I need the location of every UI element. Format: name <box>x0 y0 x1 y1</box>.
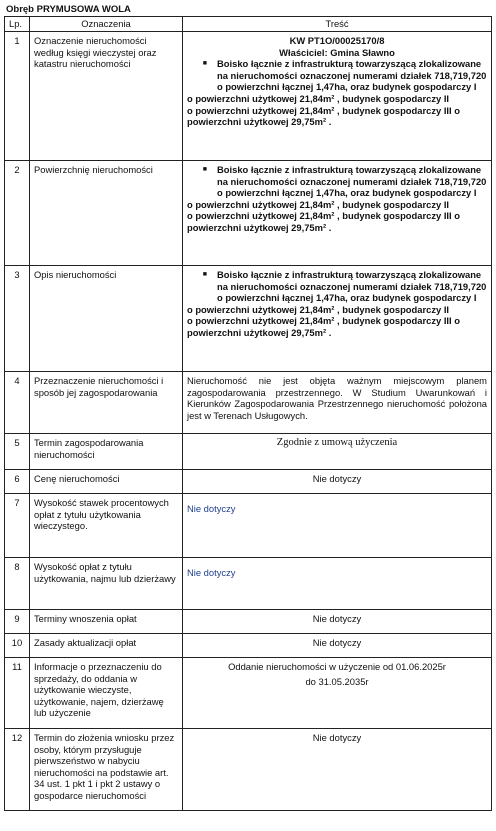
row-label: Termin zagospodarowania nieruchomości <box>30 434 183 470</box>
table-header-row <box>5 17 492 32</box>
row-number: 9 <box>5 610 30 634</box>
row-content: Zgodnie z umową użyczenia <box>183 434 492 470</box>
bullet-icon: ■ <box>202 166 207 173</box>
row-label: Wysokość stawek procentowych opłat z tytułu użytkowania wieczystego. <box>30 494 183 558</box>
bullet-text: Boisko łącznie z infrastrukturą towarzyszącą zlokalizowane na nieruchomości oznaczonej numerami działek 718,719,720 o powierzchni łącznej 1,47ha, oraz budynek gospodarczy I <box>217 269 487 304</box>
row-label: Opis nieruchomości <box>30 266 183 372</box>
bullet-item <box>187 269 487 304</box>
bullet-icon: ■ <box>202 271 207 278</box>
row-number: 5 <box>5 434 30 470</box>
row-content: Nie dotyczy <box>183 729 492 811</box>
row-number: 1 <box>5 32 30 161</box>
row-content <box>183 558 492 610</box>
table-row <box>5 470 492 494</box>
content-line: o powierzchni użytkowej 21,84m² , budynek gospodarczy II <box>187 303 450 315</box>
table-row <box>5 32 492 161</box>
content-line: o powierzchni użytkowej 21,84m² , budynek gospodarczy III o powierzchni użytkowej 29,75m² . <box>187 210 460 233</box>
content-line: o powierzchni użytkowej 21,84m² , budynek gospodarczy II <box>187 198 450 210</box>
table-row <box>5 658 492 729</box>
row-value: Nie dotyczy <box>187 503 236 514</box>
row-label: Zasady aktualizacji opłat <box>30 634 183 658</box>
table-row <box>5 434 492 470</box>
row-content <box>183 32 492 161</box>
row-label: Oznaczenie nieruchomości według księgi wieczystej oraz katastru nieruchomości <box>30 32 183 161</box>
header-oznaczenia: Oznaczenia <box>30 17 183 32</box>
bullet-item <box>187 58 487 93</box>
row-value: Nie dotyczy <box>187 567 236 578</box>
table-row <box>5 558 492 610</box>
table-row <box>5 729 492 811</box>
row-content <box>183 494 492 558</box>
row-number: 8 <box>5 558 30 610</box>
row-number: 11 <box>5 658 30 729</box>
row-label: Informacje o przeznaczeniu do sprzedaży, do oddania w użytkowanie wieczyste, użytkowanie, najem, dzierżawę lub użyczenie <box>30 658 183 729</box>
bullet-text: Boisko łącznie z infrastrukturą towarzyszącą zlokalizowane na nieruchomości oznaczonej numerami działek 718,719,720 o powierzchni łącznej 1,47ha, oraz budynek gospodarczy I <box>217 164 487 199</box>
table-row <box>5 266 492 372</box>
row-content: Nie dotyczy <box>183 610 492 634</box>
row-number: 3 <box>5 266 30 372</box>
row-label: Terminy wnoszenia opłat <box>30 610 183 634</box>
table-row <box>5 372 492 434</box>
row-content: Nieruchomość nie jest objęta ważnym miejscowym planem zagospodarowania przestrzennego. W Studium Uwarunkowań i Kierunków Zagospodarowania Przestrzennego nieruchomość położona jest w Terenach Usługowych. <box>183 372 492 434</box>
content-line: o powierzchni użytkowej 21,84m² , budynek gospodarczy III o powierzchni użytkowej 29,75m² . <box>187 104 460 128</box>
row-content: Nie dotyczy <box>183 470 492 494</box>
row-number: 12 <box>5 729 30 811</box>
row-label: Termin do złożenia wniosku przez osoby, którym przysługuje pierwszeństwo w nabyciu nieruchomości na podstawie art. 34 ust. 1 pkt 1 i pkt 2 ustawy o gospodarce nieruchomości <box>30 729 183 811</box>
content-line: o powierzchni użytkowej 21,84m² , budynek gospodarczy III o powierzchni użytkowej 29,75m² . <box>187 315 460 338</box>
row-content <box>183 658 492 729</box>
owner: Właściciel: Gmina Sławno <box>279 46 395 58</box>
row-number: 2 <box>5 161 30 266</box>
row-value: do 31.05.2035r <box>305 675 369 687</box>
header-tresc: Treść <box>183 17 492 32</box>
table-row <box>5 610 492 634</box>
row-number: 7 <box>5 494 30 558</box>
header-lp: Lp. <box>5 17 30 32</box>
table-row <box>5 494 492 558</box>
row-number: 4 <box>5 372 30 434</box>
precinct-heading: Obręb PRYMUSOWA WOLA <box>6 4 131 15</box>
row-label: Przeznaczenie nieruchomości i sposób jej zagospodarowania <box>30 372 183 434</box>
land-register-number: KW PT1O/00025170/8 <box>289 35 385 46</box>
row-number: 6 <box>5 470 30 494</box>
row-content: Nie dotyczy <box>183 634 492 658</box>
content-line: o powierzchni użytkowej 21,84m² , budynek gospodarczy II <box>187 92 450 104</box>
property-table <box>4 16 492 811</box>
bullet-text: Boisko łącznie z infrastrukturą towarzyszącą zlokalizowane na nieruchomości oznaczonej numerami działek 718,719,720 o powierzchni łącznej 1,47ha, oraz budynek gospodarczy I <box>217 58 487 93</box>
row-content <box>183 266 492 372</box>
row-value: Oddanie nieruchomości w użyczenie od 01.06.2025r <box>228 661 446 672</box>
row-number: 10 <box>5 634 30 658</box>
row-label: Powierzchnię nieruchomości <box>30 161 183 266</box>
bullet-icon: ■ <box>202 60 207 68</box>
bullet-item <box>187 164 487 199</box>
table-row <box>5 634 492 658</box>
table-row <box>5 161 492 266</box>
row-label: Wysokość opłat z tytułu użytkowania, najmu lub dzierżawy <box>30 558 183 610</box>
row-content <box>183 161 492 266</box>
row-label: Cenę nieruchomości <box>30 470 183 494</box>
